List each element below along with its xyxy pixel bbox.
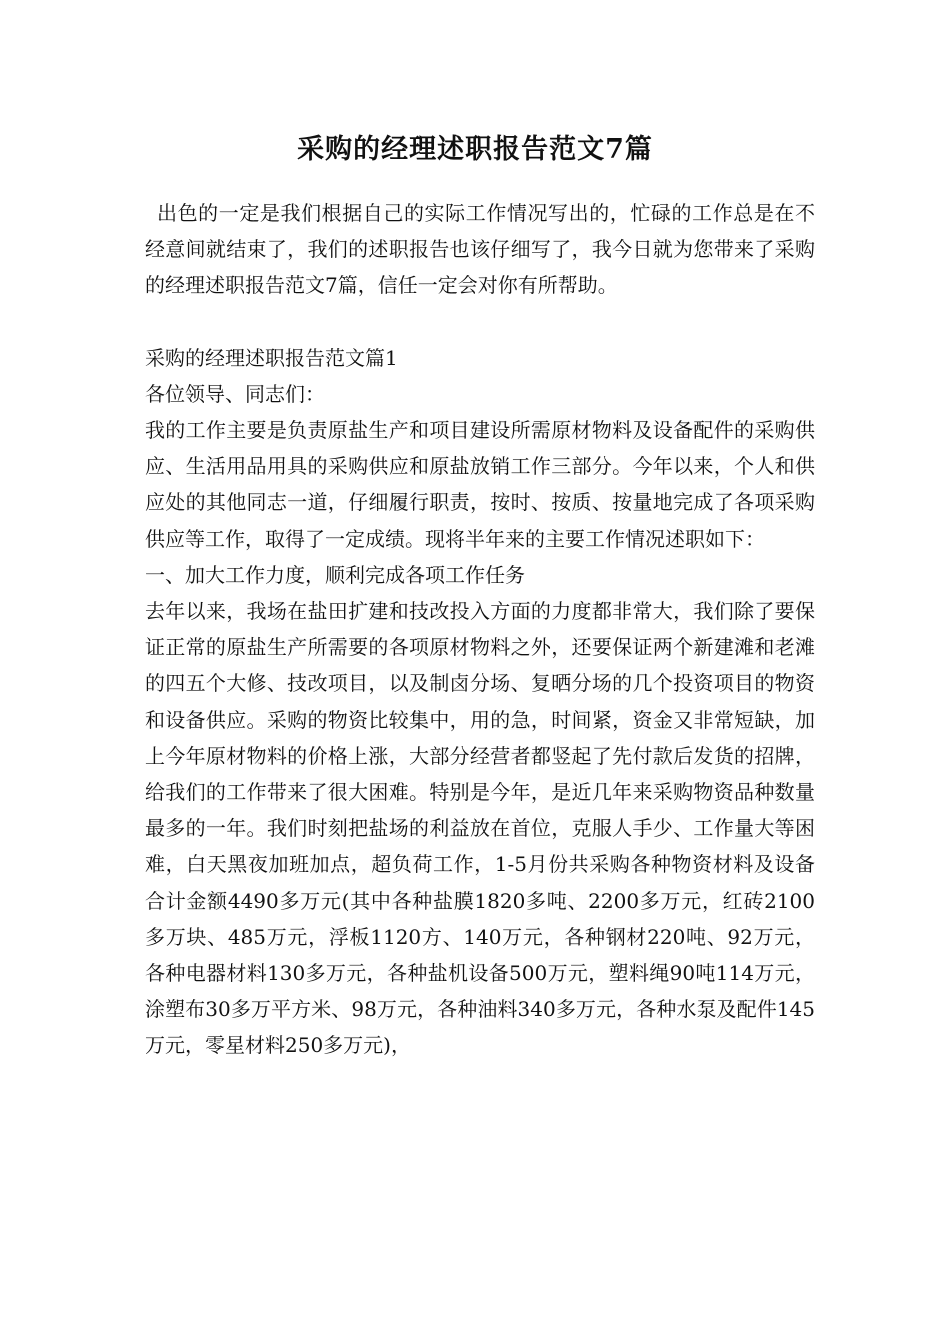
paragraph-gap: [145, 304, 815, 340]
document-title: 采购的经理述职报告范文7篇: [297, 134, 653, 165]
intro-paragraph: 出色的一定是我们根据自己的实际工作情况写出的，忙碌的工作总是在不经意间就结束了，我们的述职报告也该仔细写了，我今日就为您带来了采购的经理述职报告范文7篇，信任一定会对你有所帮助。: [145, 201, 815, 298]
body-paragraph-2: 去年以来，我场在盐田扩建和技改投入方面的力度都非常大，我们除了要保证正常的原盐生产所需要的各项原材物料之外，还要保证两个新建滩和老滩的四五个大修、技改项目，以及制卤分场、复晒分场的几个投资项目的物资和设备供应。采购的物资比较集中，用的急，时间紧，资金又非常短缺，加上今年原材物料的价格上涨，大部分经营者都竖起了先付款后发货的招牌，给我们的工作带来了很大困难。特别是今年，是近几年来采购物资品种数量最多的一年。我们时刻把盐场的利益放在首位，克服人手少、工作量大等困难，白天黑夜加班加点，超负荷工作，1-5月份共采购各种物资材料及设备合计金额4490多万元(其中各种盐膜1820多吨、2200多万元，红砖2100多万块、485万元，浮板1120方、140万元，各种钢材220吨、92万元，各种电器材料130多万元，各种盐机设备500万元，塑料绳90吨114万元，涂塑布30多万平方米、98万元，各种油料340多万元，各种水泵及配件145万元，零星材料250多万元)，: [145, 599, 815, 1058]
salutation: 各位领导、同志们：: [145, 381, 325, 406]
document-body: [145, 195, 815, 1064]
body-paragraph-1: 我的工作主要是负责原盐生产和项目建设所需原材物料及设备配件的采购供应、生活用品用具的采购供应和原盐放销工作三部分。今年以来，个人和供应处的其他同志一道，仔细履行职责，按时、按质、按量地完成了各项采购供应等工作，取得了一定成绩。现将半年来的主要工作情况述职如下：: [145, 418, 815, 551]
section-heading: 采购的经理述职报告范文篇1: [145, 345, 398, 370]
subheading-1: 一、加大工作力度，顺利完成各项工作任务: [145, 562, 525, 587]
